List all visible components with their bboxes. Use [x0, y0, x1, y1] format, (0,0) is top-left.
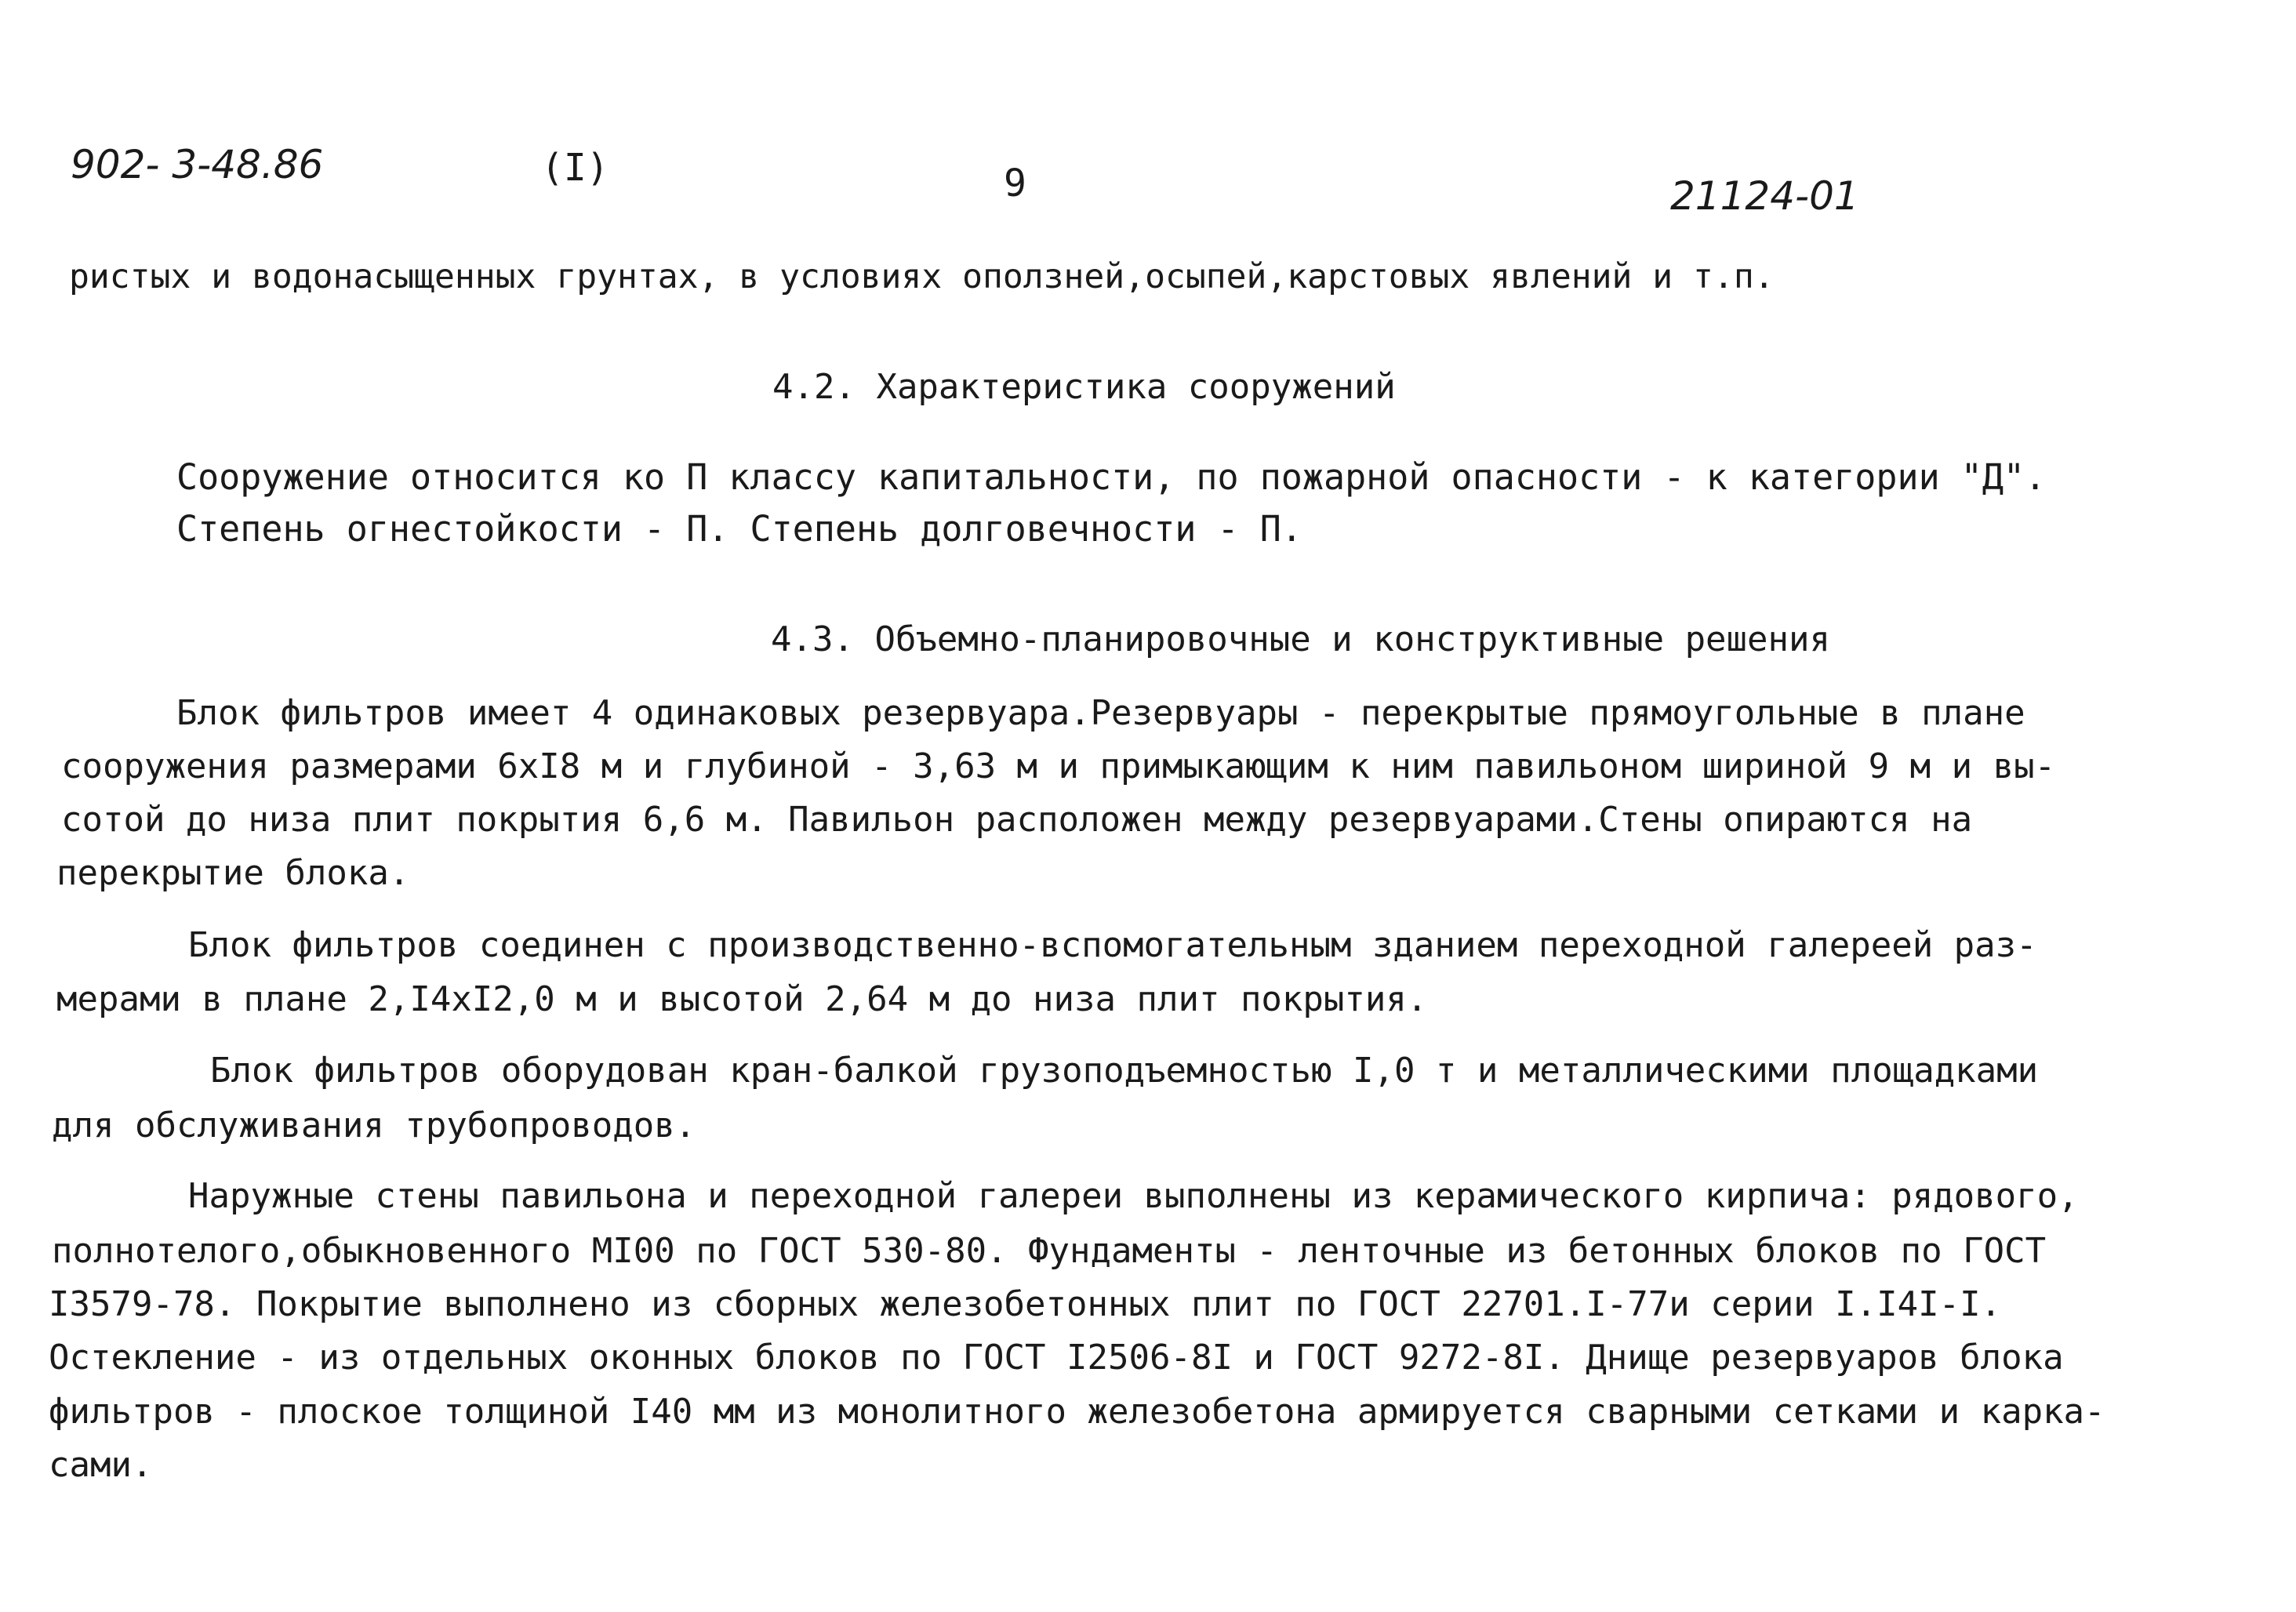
paragraph-1-line: перекрытие блока. [56, 853, 410, 893]
section-4-2-line: Степень огнестойкости - П. Степень долговечности - П. [176, 508, 1302, 550]
paragraph-3-line: Блок фильтров оборудован кран-балкой грузоподъемностью I,0 т и металлическими площадками [210, 1051, 2039, 1091]
paragraph-4-line: полнотелого,обыкновенного МI00 по ГОСТ 530-80. Фундаменты - ленточные из бетонных блоков по ГОСТ [52, 1231, 2047, 1271]
document-number: 902- 3-48.86 [71, 142, 324, 187]
paragraph-1-line: сооружения размерами 6хI8 м и глубиной - 3,63 м и примыкающим к ним павильоном шириной 9 м и вы- [61, 746, 2056, 786]
paragraph-4-line: Наружные стены павильона и переходной галереи выполнены из керамического кирпича: рядового, [188, 1176, 2079, 1216]
paragraph-1-line: сотой до низа плит покрытия 6,6 м. Павильон расположен между резервуарами.Стены опираются на [61, 800, 1973, 840]
paragraph-4-line: сами. [49, 1445, 153, 1485]
intro-line: ристых и водонасыщенных грунтах, в условиях оползней,осыпей,карстовых явлений и т.п. [69, 257, 1775, 296]
paragraph-4-line: I3579-78. Покрытие выполнено из сборных железобетонных плит по ГОСТ 22701.I-77и серии I.I4I-I. [49, 1284, 2002, 1324]
paragraph-2-line: мерами в плане 2,I4хI2,0 м и высотой 2,64 м до низа плит покрытия. [56, 979, 1428, 1019]
document-code: 21124-01 [1670, 173, 1859, 219]
part-number: (I) [541, 146, 609, 190]
section-4-2-line: Сооружение относится ко П классу капитальности, по пожарной опасности - к категории "Д". [176, 456, 2047, 498]
page-number: 9 [1004, 162, 1026, 205]
paragraph-2-line: Блок фильтров соединен с производственно-вспомогательным зданием переходной галереей раз- [188, 925, 2037, 965]
section-4-2-heading: 4.2. Характеристика сооружений [772, 367, 1396, 407]
paragraph-1-line: Блок фильтров имеет 4 одинаковых резервуара.Резервуары - перекрытые прямоугольные в плане [176, 693, 2025, 733]
section-4-3-heading: 4.3. Объемно-планировочные и конструктивные решения [771, 619, 1831, 659]
paragraph-4-line: фильтров - плоское толщиной I40 мм из монолитного железобетона армируется сварными сетками и карка- [49, 1392, 2105, 1432]
paragraph-3-line: для обслуживания трубопроводов. [52, 1106, 696, 1145]
paragraph-4-line: Остекление - из отдельных оконных блоков по ГОСТ I2506-8I и ГОСТ 9272-8I. Днище резервуаров блока [49, 1338, 2064, 1378]
